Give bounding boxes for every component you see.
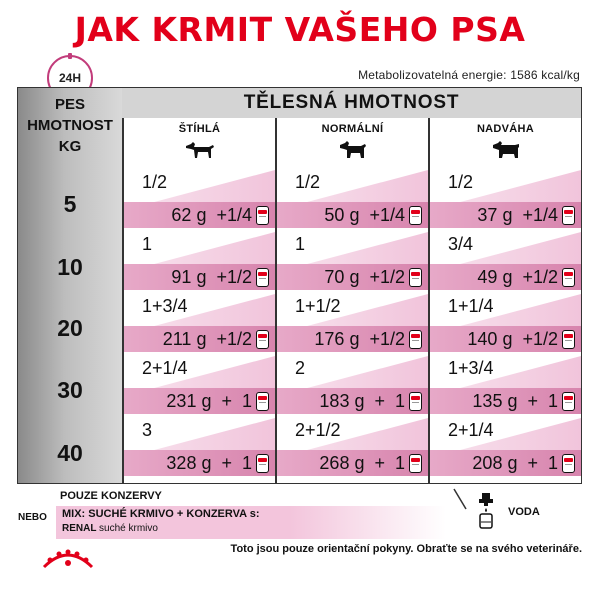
header-pes: PES	[54, 96, 85, 113]
dry-food-cups: 3/4	[448, 234, 474, 254]
dry-food-cups: 2	[295, 358, 306, 378]
wet-food-can-icon	[409, 330, 422, 349]
wet-food-amount	[277, 388, 428, 414]
header-hmotnost: HMOTNOST	[27, 117, 113, 134]
wet-food-can-icon	[409, 268, 422, 287]
wet-food-amount	[430, 450, 581, 476]
normal-dog-icon	[336, 138, 370, 160]
wet-food-amount	[124, 264, 275, 290]
wet-food-amount	[124, 202, 275, 228]
legend-renal-brand: RENAL	[62, 523, 97, 534]
body-weight-header	[122, 88, 581, 118]
column-thin-label: ŠTÍHLÁ	[178, 123, 221, 135]
wet-food-text: 231 g + 1	[166, 390, 252, 411]
wet-food-can-icon	[562, 330, 575, 349]
divider	[428, 118, 430, 483]
divider	[275, 118, 277, 483]
wet-food-can-icon	[562, 454, 575, 473]
dry-food-cups: 1+3/4	[142, 296, 188, 316]
royal-canin-crown-logo	[40, 545, 96, 571]
column-normal-label: NORMÁLNÍ	[321, 123, 384, 135]
wet-food-amount	[430, 202, 581, 228]
wet-food-text: 268 g + 1	[319, 452, 405, 473]
dry-food-cups: 3	[142, 420, 153, 440]
dry-food-cups: 1/2	[448, 172, 474, 192]
page-title: JAK KRMIT VAŠEHO PSA	[74, 10, 526, 49]
dry-food-cups: 1/2	[295, 172, 321, 192]
weight-column-header	[18, 94, 122, 157]
weight-10: 10	[57, 254, 83, 280]
wet-food-amount	[277, 202, 428, 228]
wet-food-text: 91 g +1/2	[171, 266, 252, 287]
legend-dry-food: suché krmivo	[99, 523, 158, 534]
wet-food-amount	[430, 326, 581, 352]
footnote: Toto jsou pouze orientační pokyny. Obraťte se na svého veterináře.	[230, 543, 582, 555]
wet-food-amount	[277, 326, 428, 352]
dry-food-cups: 2+1/4	[142, 358, 188, 378]
dry-food-cups: 1	[295, 234, 306, 254]
wet-food-can-icon	[409, 454, 422, 473]
wet-food-text: 208 g + 1	[472, 452, 558, 473]
wet-food-can-icon	[256, 454, 269, 473]
wet-food-can-icon	[409, 206, 422, 225]
energy-info: Metabolizovatelná energie: 1586 kcal/kg	[358, 68, 580, 82]
wet-food-can-icon	[256, 268, 269, 287]
dry-food-cups: 1+3/4	[448, 358, 494, 378]
dry-food-cups: 2+1/4	[448, 420, 494, 440]
wet-food-can-icon	[409, 392, 422, 411]
wet-food-text: 211 g +1/2	[162, 328, 252, 349]
clock-label: 24H	[58, 71, 81, 85]
wet-food-text: 140 g +1/2	[467, 328, 558, 349]
wet-food-can-icon	[256, 206, 269, 225]
column-thin	[124, 118, 275, 168]
thin-dog-icon	[183, 138, 217, 160]
wet-food-text: 37 g +1/4	[477, 204, 558, 225]
feeding-table	[17, 87, 582, 484]
wet-food-text: 328 g + 1	[166, 452, 252, 473]
legend-or: NEBO	[18, 512, 47, 523]
wet-food-can-icon	[562, 206, 575, 225]
dry-food-cups: 1+1/2	[295, 296, 341, 316]
column-overweight-label: NADVÁHA	[476, 123, 535, 135]
column-normal	[277, 118, 428, 168]
wet-food-can-icon	[256, 330, 269, 349]
wet-food-text: 49 g +1/2	[477, 266, 558, 287]
wet-food-text: 70 g +1/2	[324, 266, 405, 287]
wet-food-can-icon	[256, 392, 269, 411]
wet-food-amount	[430, 264, 581, 290]
legend-renal	[62, 523, 158, 534]
wet-food-text: 50 g +1/4	[324, 204, 405, 225]
wet-food-amount	[277, 450, 428, 476]
water-label: VODA	[508, 506, 540, 518]
legend-only-cans: POUZE KONZERVY	[60, 490, 162, 502]
dry-food-cups: 2+1/2	[295, 420, 341, 440]
overweight-dog-icon	[489, 138, 523, 160]
wet-food-amount	[124, 388, 275, 414]
weight-40: 40	[57, 440, 83, 466]
wet-food-amount	[124, 450, 275, 476]
wet-food-text: 135 g + 1	[472, 390, 558, 411]
divider	[122, 118, 124, 483]
dry-food-cups: 1	[142, 234, 153, 254]
weight-20: 20	[57, 315, 83, 341]
legend-mix: MIX: SUCHÉ KRMIVO + KONZERVA s:	[62, 508, 260, 520]
wet-food-text: 62 g +1/4	[171, 204, 252, 225]
weight-30: 30	[57, 377, 83, 403]
weight-5: 5	[63, 191, 77, 217]
wet-food-amount	[277, 264, 428, 290]
body-weight-header-text: TĚLESNÁ HMOTNOST	[243, 92, 460, 113]
wet-food-can-icon	[562, 392, 575, 411]
wet-food-text: 176 g +1/2	[314, 328, 405, 349]
wet-food-amount	[430, 388, 581, 414]
wet-food-text: 183 g + 1	[319, 390, 405, 411]
weight-column	[18, 88, 122, 483]
dry-food-cups: 1+1/4	[448, 296, 494, 316]
column-overweight	[430, 118, 581, 168]
dry-food-cups: 1/2	[142, 172, 168, 192]
wet-food-amount	[124, 326, 275, 352]
header-kg: KG	[58, 138, 82, 155]
wet-food-can-icon	[562, 268, 575, 287]
